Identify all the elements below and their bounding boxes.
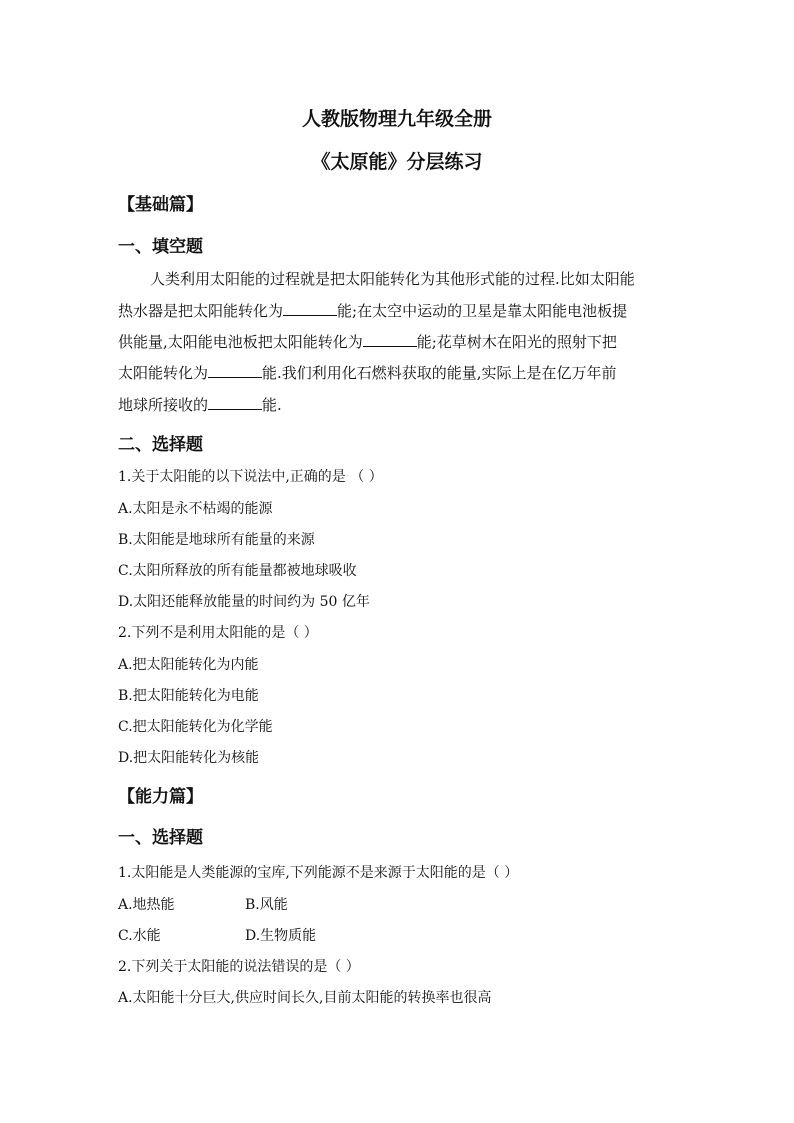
basic-section-heading: 【基础篇】: [118, 195, 203, 215]
fill-in-heading: 一、填空题: [118, 237, 203, 257]
document-title: 人教版物理九年级全册: [301, 108, 492, 130]
paragraph-line: 人类利用太阳能的过程就是把太阳能转化为其他形式能的过程.比如太阳能: [150, 270, 635, 288]
option-b: B.把太阳能转化为电能: [118, 688, 259, 704]
text: 热水器是把太阳能转化为: [118, 302, 284, 320]
option-a: A.太阳能十分巨大,供应时间长久,目前太阳能的转换率也很高: [118, 990, 492, 1006]
option-d: D.生物质能: [245, 928, 317, 944]
option-d: D.太阳还能释放能量的时间约为 50 亿年: [118, 594, 370, 610]
option-d: D.把太阳能转化为核能: [118, 750, 260, 766]
option-b: B.太阳能是地球所有能量的来源: [118, 532, 315, 548]
paragraph-line: [118, 331, 617, 352]
text: 地球所接收的: [118, 396, 209, 414]
question-stem: 1.关于太阳能的以下说法中,正确的是 （ ）: [118, 469, 383, 485]
text: 能.: [262, 396, 282, 414]
paragraph-line: [118, 300, 627, 321]
option-a: A.把太阳能转化为内能: [118, 657, 259, 673]
option-a: A.太阳是永不枯竭的能源: [118, 501, 273, 517]
text: 供能量,太阳能电池板把太阳能转化为: [118, 333, 363, 351]
choice-heading-basic: 二、选择题: [118, 435, 203, 455]
text: 能.我们利用化石燃料获取的能量,实际上是在亿万年前: [262, 364, 617, 382]
text: 能;花草树木在阳光的照射下把: [416, 333, 617, 351]
answer-blank: [208, 397, 262, 410]
text: 太阳能转化为: [118, 364, 209, 382]
question-stem: 1.太阳能是人类能源的宝库,下列能源不是来源于太阳能的是（ ）: [118, 865, 519, 881]
option-c: C.太阳所释放的所有能量都被地球吸收: [118, 563, 357, 579]
paragraph-line: [118, 394, 282, 415]
paragraph-line: [118, 362, 617, 383]
choice-heading-ability: 一、选择题: [118, 828, 203, 848]
text: 能;在太空中运动的卫星是靠太阳能电池板提: [337, 302, 628, 320]
option-c: C.把太阳能转化为化学能: [118, 719, 273, 735]
document-subtitle: 《太原能》分层练习: [311, 151, 483, 173]
ability-section-heading: 【能力篇】: [118, 787, 203, 807]
answer-blank: [208, 365, 262, 378]
option-a: A.地热能: [118, 897, 175, 913]
question-stem: 2.下列关于太阳能的说法错误的是（ ）: [118, 959, 360, 975]
answer-blank: [363, 334, 417, 347]
question-stem: 2.下列不是利用太阳能的是（ ）: [118, 625, 318, 641]
option-b: B.风能: [245, 897, 288, 913]
option-c: C.水能: [118, 928, 161, 944]
answer-blank: [283, 303, 337, 316]
